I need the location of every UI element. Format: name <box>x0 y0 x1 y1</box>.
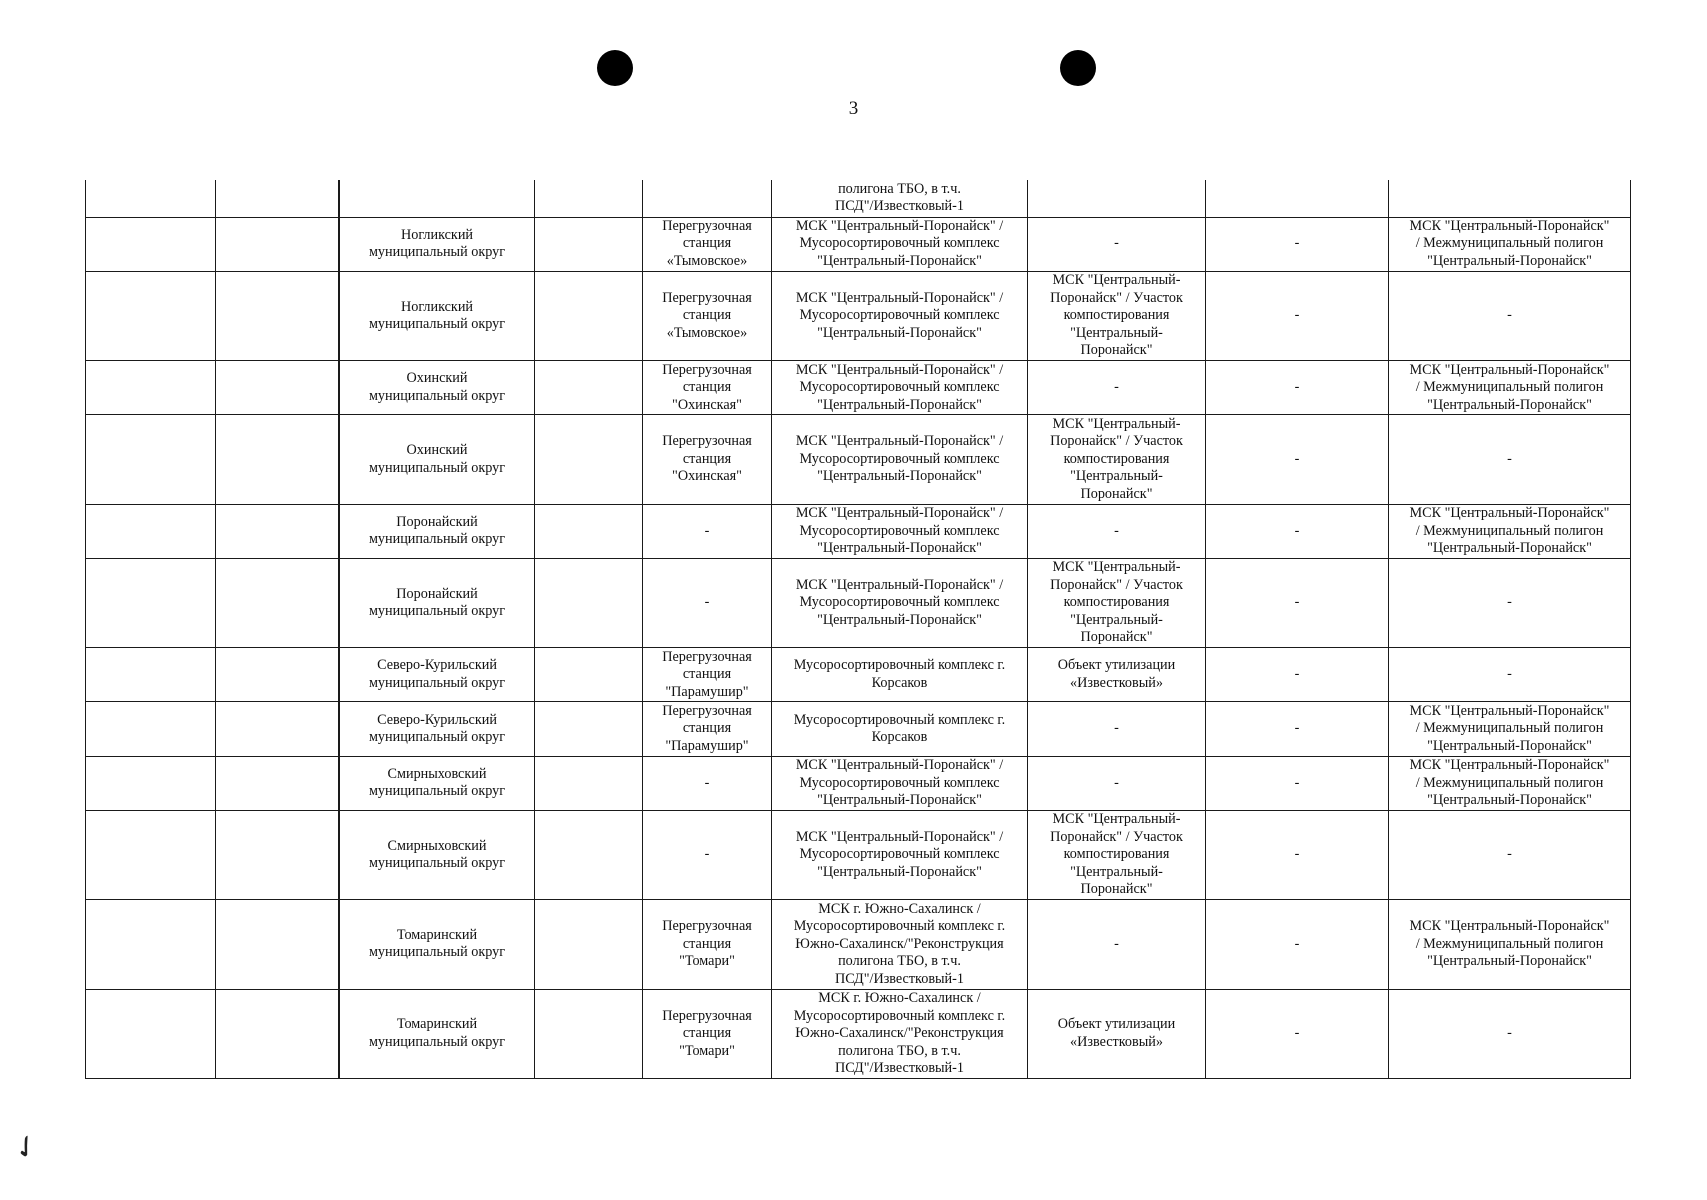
blank-col-5 <box>535 756 643 810</box>
processing-facility-cell: МСК "Центральный-Поронайск" / Мусоросортировочный комплекс "Центральный-Поронайск" <box>772 558 1028 647</box>
blank-col-2 <box>216 361 339 415</box>
district-cell <box>340 180 535 217</box>
transfer-station-cell: - <box>643 504 772 558</box>
composting-facility-cell: МСК "Центральный- Поронайск" / Участок компостирования "Центральный- Поронайск" <box>1028 271 1206 360</box>
district-cell: Северо-Курильский муниципальный округ <box>340 702 535 756</box>
landfill-cell: - <box>1389 558 1631 647</box>
composting-facility-cell: - <box>1028 702 1206 756</box>
disposal-facility-cell: - <box>1206 648 1389 702</box>
blank-col-5 <box>535 989 643 1078</box>
blank-col-1 <box>86 271 216 360</box>
composting-facility-cell: - <box>1028 756 1206 810</box>
landfill-cell: - <box>1389 271 1631 360</box>
processing-facility-cell: МСК "Центральный-Поронайск" / Мусоросортировочный комплекс "Центральный-Поронайск" <box>772 271 1028 360</box>
district-cell: Поронайский муниципальный округ <box>340 504 535 558</box>
disposal-facility-cell: - <box>1206 900 1389 989</box>
landfill-cell: МСК "Центральный-Поронайск" / Межмуниципальный полигон "Центральный-Поронайск" <box>1389 504 1631 558</box>
composting-facility-cell: МСК "Центральный- Поронайск" / Участок компостирования "Центральный- Поронайск" <box>1028 810 1206 899</box>
transfer-station-cell: Перегрузочная станция "Томари" <box>643 900 772 989</box>
blank-col-1 <box>86 900 216 989</box>
landfill-cell: МСК "Центральный-Поронайск" / Межмуниципальный полигон "Центральный-Поронайск" <box>1389 900 1631 989</box>
table-row <box>86 702 1631 756</box>
processing-facility-cell: МСК "Центральный-Поронайск" / Мусоросортировочный комплекс "Центральный-Поронайск" <box>772 217 1028 271</box>
processing-facility-cell: Мусоросортировочный комплекс г. Корсаков <box>772 648 1028 702</box>
composting-facility-cell <box>1028 180 1206 217</box>
waste-routing-table <box>85 180 1631 1079</box>
composting-facility-cell: МСК "Центральный- Поронайск" / Участок компостирования "Центральный- Поронайск" <box>1028 415 1206 504</box>
landfill-cell: МСК "Центральный-Поронайск" / Межмуниципальный полигон "Центральный-Поронайск" <box>1389 361 1631 415</box>
blank-col-5 <box>535 900 643 989</box>
processing-facility-cell: МСК "Центральный-Поронайск" / Мусоросортировочный комплекс "Центральный-Поронайск" <box>772 756 1028 810</box>
transfer-station-cell: Перегрузочная станция "Парамушир" <box>643 702 772 756</box>
transfer-station-cell: Перегрузочная станция "Томари" <box>643 989 772 1078</box>
transfer-station-cell: - <box>643 810 772 899</box>
blank-col-5 <box>535 648 643 702</box>
landfill-cell: МСК "Центральный-Поронайск" / Межмуниципальный полигон "Центральный-Поронайск" <box>1389 756 1631 810</box>
blank-col-2 <box>216 271 339 360</box>
blank-col-2 <box>216 504 339 558</box>
disposal-facility-cell: - <box>1206 217 1389 271</box>
disposal-facility-cell: - <box>1206 361 1389 415</box>
district-cell: Смирныховский муниципальный округ <box>340 810 535 899</box>
district-cell: Охинский муниципальный округ <box>340 415 535 504</box>
blank-col-1 <box>86 756 216 810</box>
landfill-cell: МСК "Центральный-Поронайск" / Межмуниципальный полигон "Центральный-Поронайск" <box>1389 702 1631 756</box>
table-row <box>86 361 1631 415</box>
punch-hole-right <box>1060 50 1096 86</box>
blank-col-2 <box>216 900 339 989</box>
punch-hole-left <box>597 50 633 86</box>
table-row <box>86 415 1631 504</box>
landfill-cell: - <box>1389 415 1631 504</box>
blank-col-2 <box>216 648 339 702</box>
district-cell: Смирныховский муниципальный округ <box>340 756 535 810</box>
table-row <box>86 756 1631 810</box>
disposal-facility-cell: - <box>1206 558 1389 647</box>
district-cell: Томаринский муниципальный округ <box>340 900 535 989</box>
blank-col-5 <box>535 504 643 558</box>
blank-col-1 <box>86 648 216 702</box>
blank-col-1 <box>86 558 216 647</box>
blank-col-1 <box>86 361 216 415</box>
district-cell: Поронайский муниципальный округ <box>340 558 535 647</box>
processing-facility-cell: полигона ТБО, в т.ч. ПСД"/Известковый-1 <box>772 180 1028 217</box>
blank-col-5 <box>535 361 643 415</box>
disposal-facility-cell: - <box>1206 810 1389 899</box>
table-row <box>86 217 1631 271</box>
table-row <box>86 504 1631 558</box>
transfer-station-cell <box>643 180 772 217</box>
blank-col-1 <box>86 180 216 217</box>
disposal-facility-cell: - <box>1206 415 1389 504</box>
table-row <box>86 271 1631 360</box>
disposal-facility-cell: - <box>1206 989 1389 1078</box>
district-cell: Охинский муниципальный округ <box>340 361 535 415</box>
blank-col-1 <box>86 415 216 504</box>
blank-col-2 <box>216 217 339 271</box>
transfer-station-cell: Перегрузочная станция «Тымовское» <box>643 217 772 271</box>
blank-col-2 <box>216 180 339 217</box>
composting-facility-cell: Объект утилизации «Известковый» <box>1028 989 1206 1078</box>
disposal-facility-cell: - <box>1206 702 1389 756</box>
table-row <box>86 810 1631 899</box>
disposal-facility-cell <box>1206 180 1389 217</box>
district-cell: Ногликский муниципальный округ <box>340 217 535 271</box>
blank-col-1 <box>86 989 216 1078</box>
landfill-cell <box>1389 180 1631 217</box>
disposal-facility-cell: - <box>1206 504 1389 558</box>
blank-col-5 <box>535 558 643 647</box>
blank-col-1 <box>86 810 216 899</box>
table-row <box>86 900 1631 989</box>
transfer-station-cell: - <box>643 756 772 810</box>
processing-facility-cell: МСК "Центральный-Поронайск" / Мусоросортировочный комплекс "Центральный-Поронайск" <box>772 361 1028 415</box>
composting-facility-cell: Объект утилизации «Известковый» <box>1028 648 1206 702</box>
table-row <box>86 180 1631 217</box>
blank-col-2 <box>216 558 339 647</box>
transfer-station-cell: Перегрузочная станция "Охинская" <box>643 415 772 504</box>
page-number: 3 <box>848 98 859 119</box>
transfer-station-cell: Перегрузочная станция «Тымовское» <box>643 271 772 360</box>
transfer-station-cell: - <box>643 558 772 647</box>
composting-facility-cell: - <box>1028 900 1206 989</box>
blank-col-2 <box>216 702 339 756</box>
blank-col-1 <box>86 702 216 756</box>
blank-col-5 <box>535 415 643 504</box>
handwritten-mark: ✓ <box>6 1126 47 1169</box>
table-row <box>86 989 1631 1078</box>
disposal-facility-cell: - <box>1206 756 1389 810</box>
processing-facility-cell: МСК "Центральный-Поронайск" / Мусоросортировочный комплекс "Центральный-Поронайск" <box>772 504 1028 558</box>
blank-col-5 <box>535 702 643 756</box>
blank-col-5 <box>535 180 643 217</box>
table-row <box>86 558 1631 647</box>
landfill-cell: МСК "Центральный-Поронайск" / Межмуниципальный полигон "Центральный-Поронайск" <box>1389 217 1631 271</box>
landfill-cell: - <box>1389 989 1631 1078</box>
processing-facility-cell: МСК г. Южно-Сахалинск / Мусоросортировочный комплекс г. Южно-Сахалинск/"Реконструкция полигона ТБО, в т.ч. ПСД"/Известковый-1 <box>772 989 1028 1078</box>
blank-col-5 <box>535 810 643 899</box>
district-cell: Томаринский муниципальный округ <box>340 989 535 1078</box>
blank-col-5 <box>535 271 643 360</box>
district-cell: Северо-Курильский муниципальный округ <box>340 648 535 702</box>
landfill-cell: - <box>1389 648 1631 702</box>
blank-col-2 <box>216 415 339 504</box>
transfer-station-cell: Перегрузочная станция "Парамушир" <box>643 648 772 702</box>
blank-col-2 <box>216 989 339 1078</box>
district-cell: Ногликский муниципальный округ <box>340 271 535 360</box>
blank-col-2 <box>216 756 339 810</box>
composting-facility-cell: - <box>1028 504 1206 558</box>
blank-col-1 <box>86 217 216 271</box>
blank-col-1 <box>86 504 216 558</box>
composting-facility-cell: - <box>1028 361 1206 415</box>
table-row <box>86 648 1631 702</box>
processing-facility-cell: МСК "Центральный-Поронайск" / Мусоросортировочный комплекс "Центральный-Поронайск" <box>772 810 1028 899</box>
processing-facility-cell: МСК г. Южно-Сахалинск / Мусоросортировочный комплекс г. Южно-Сахалинск/"Реконструкция полигона ТБО, в т.ч. ПСД"/Известковый-1 <box>772 900 1028 989</box>
composting-facility-cell: МСК "Центральный- Поронайск" / Участок компостирования "Центральный- Поронайск" <box>1028 558 1206 647</box>
processing-facility-cell: Мусоросортировочный комплекс г. Корсаков <box>772 702 1028 756</box>
processing-facility-cell: МСК "Центральный-Поронайск" / Мусоросортировочный комплекс "Центральный-Поронайск" <box>772 415 1028 504</box>
composting-facility-cell: - <box>1028 217 1206 271</box>
disposal-facility-cell: - <box>1206 271 1389 360</box>
blank-col-2 <box>216 810 339 899</box>
blank-col-5 <box>535 217 643 271</box>
landfill-cell: - <box>1389 810 1631 899</box>
transfer-station-cell: Перегрузочная станция "Охинская" <box>643 361 772 415</box>
